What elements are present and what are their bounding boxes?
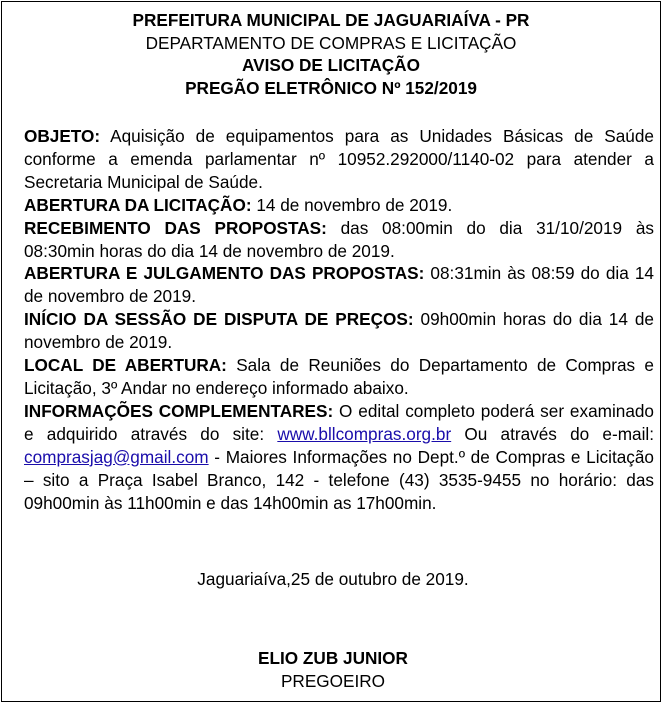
abertura-label: ABERTURA DA LICITAÇÃO: [24, 194, 252, 215]
section-objeto [24, 125, 654, 194]
local-text: Sala de Reuniões do Departamento de Compras e Licitação, 3º Andar no endereço informado abaixo. [24, 355, 654, 398]
signatory-role: PREGOEIRO [280, 671, 386, 691]
recebimento-label: RECEBIMENTO DAS PROPOSTAS: [24, 217, 327, 238]
signatory-name: ELIO ZUB JUNIOR [258, 648, 408, 668]
notice-title: AVISO DE LICITAÇÃO [242, 55, 420, 75]
email-link[interactable]: comprasjag@gmail.com [24, 446, 209, 467]
recebimento-text: das 08:00min do dia 31/10/2019 às 08:30min horas do dia 14 de novembro de 2019. [24, 217, 654, 261]
julgamento-label: ABERTURA E JULGAMENTO DAS PROPOSTAS: [24, 263, 425, 284]
auction-number: PREGÃO ELETRÔNICO Nº 152/2019 [185, 77, 477, 98]
municipality-title: PREFEITURA MUNICIPAL DE JAGUARIAÍVA - PR [132, 10, 530, 30]
site-link[interactable]: www.bllcompras.org.br [277, 423, 452, 444]
notice-header [2, 9, 660, 99]
signature-block [2, 647, 664, 693]
informacoes-text-1: O edital completo poderá ser examinado e adquirido através do site: [24, 400, 654, 444]
informacoes-label: INFORMAÇÕES COMPLEMENTARES: [24, 400, 334, 421]
abertura-text: 14 de novembro de 2019. [251, 194, 453, 215]
section-inicio [24, 308, 654, 354]
informacoes-text-2: Ou através do e-mail: [451, 423, 654, 444]
objeto-text: Aquisição de equipamentos para as Unidades Básicas de Saúde conforme a emenda parlamentar nº 10952.292000/1140-02 para atender a Secretaria Municipal de Saúde. [24, 126, 654, 192]
inicio-label: INÍCIO DA SESSÃO DE DISPUTA DE PREÇOS: [24, 309, 414, 330]
local-label: LOCAL DE ABERTURA: [24, 355, 227, 376]
section-julgamento [24, 262, 654, 308]
notice-frame [1, 1, 661, 702]
section-informacoes [24, 400, 654, 515]
notice-body [24, 125, 654, 514]
date-line: Jaguariaíva,25 de outubro de 2019. [197, 569, 469, 589]
department-title: DEPARTAMENTO DE COMPRAS E LICITAÇÃO [145, 32, 517, 53]
julgamento-text: 08:31min às 08:59 do dia 14 de novembro de 2019. [24, 263, 654, 307]
informacoes-text-3: - Maiores Informações no Dept.º de Compras e Licitação – sito a Praça Isabel Branco, 142 - telefone (43) 3535-9455 no horário: das 09h00min às 11h00min e das 14h00min as 17h00min. [24, 446, 654, 513]
objeto-label: OBJETO: [24, 126, 101, 146]
section-abertura [24, 194, 654, 217]
inicio-text: 09h00min horas do dia 14 de novembro de 2019. [24, 309, 654, 353]
section-local [24, 354, 654, 400]
section-recebimento [24, 217, 654, 263]
